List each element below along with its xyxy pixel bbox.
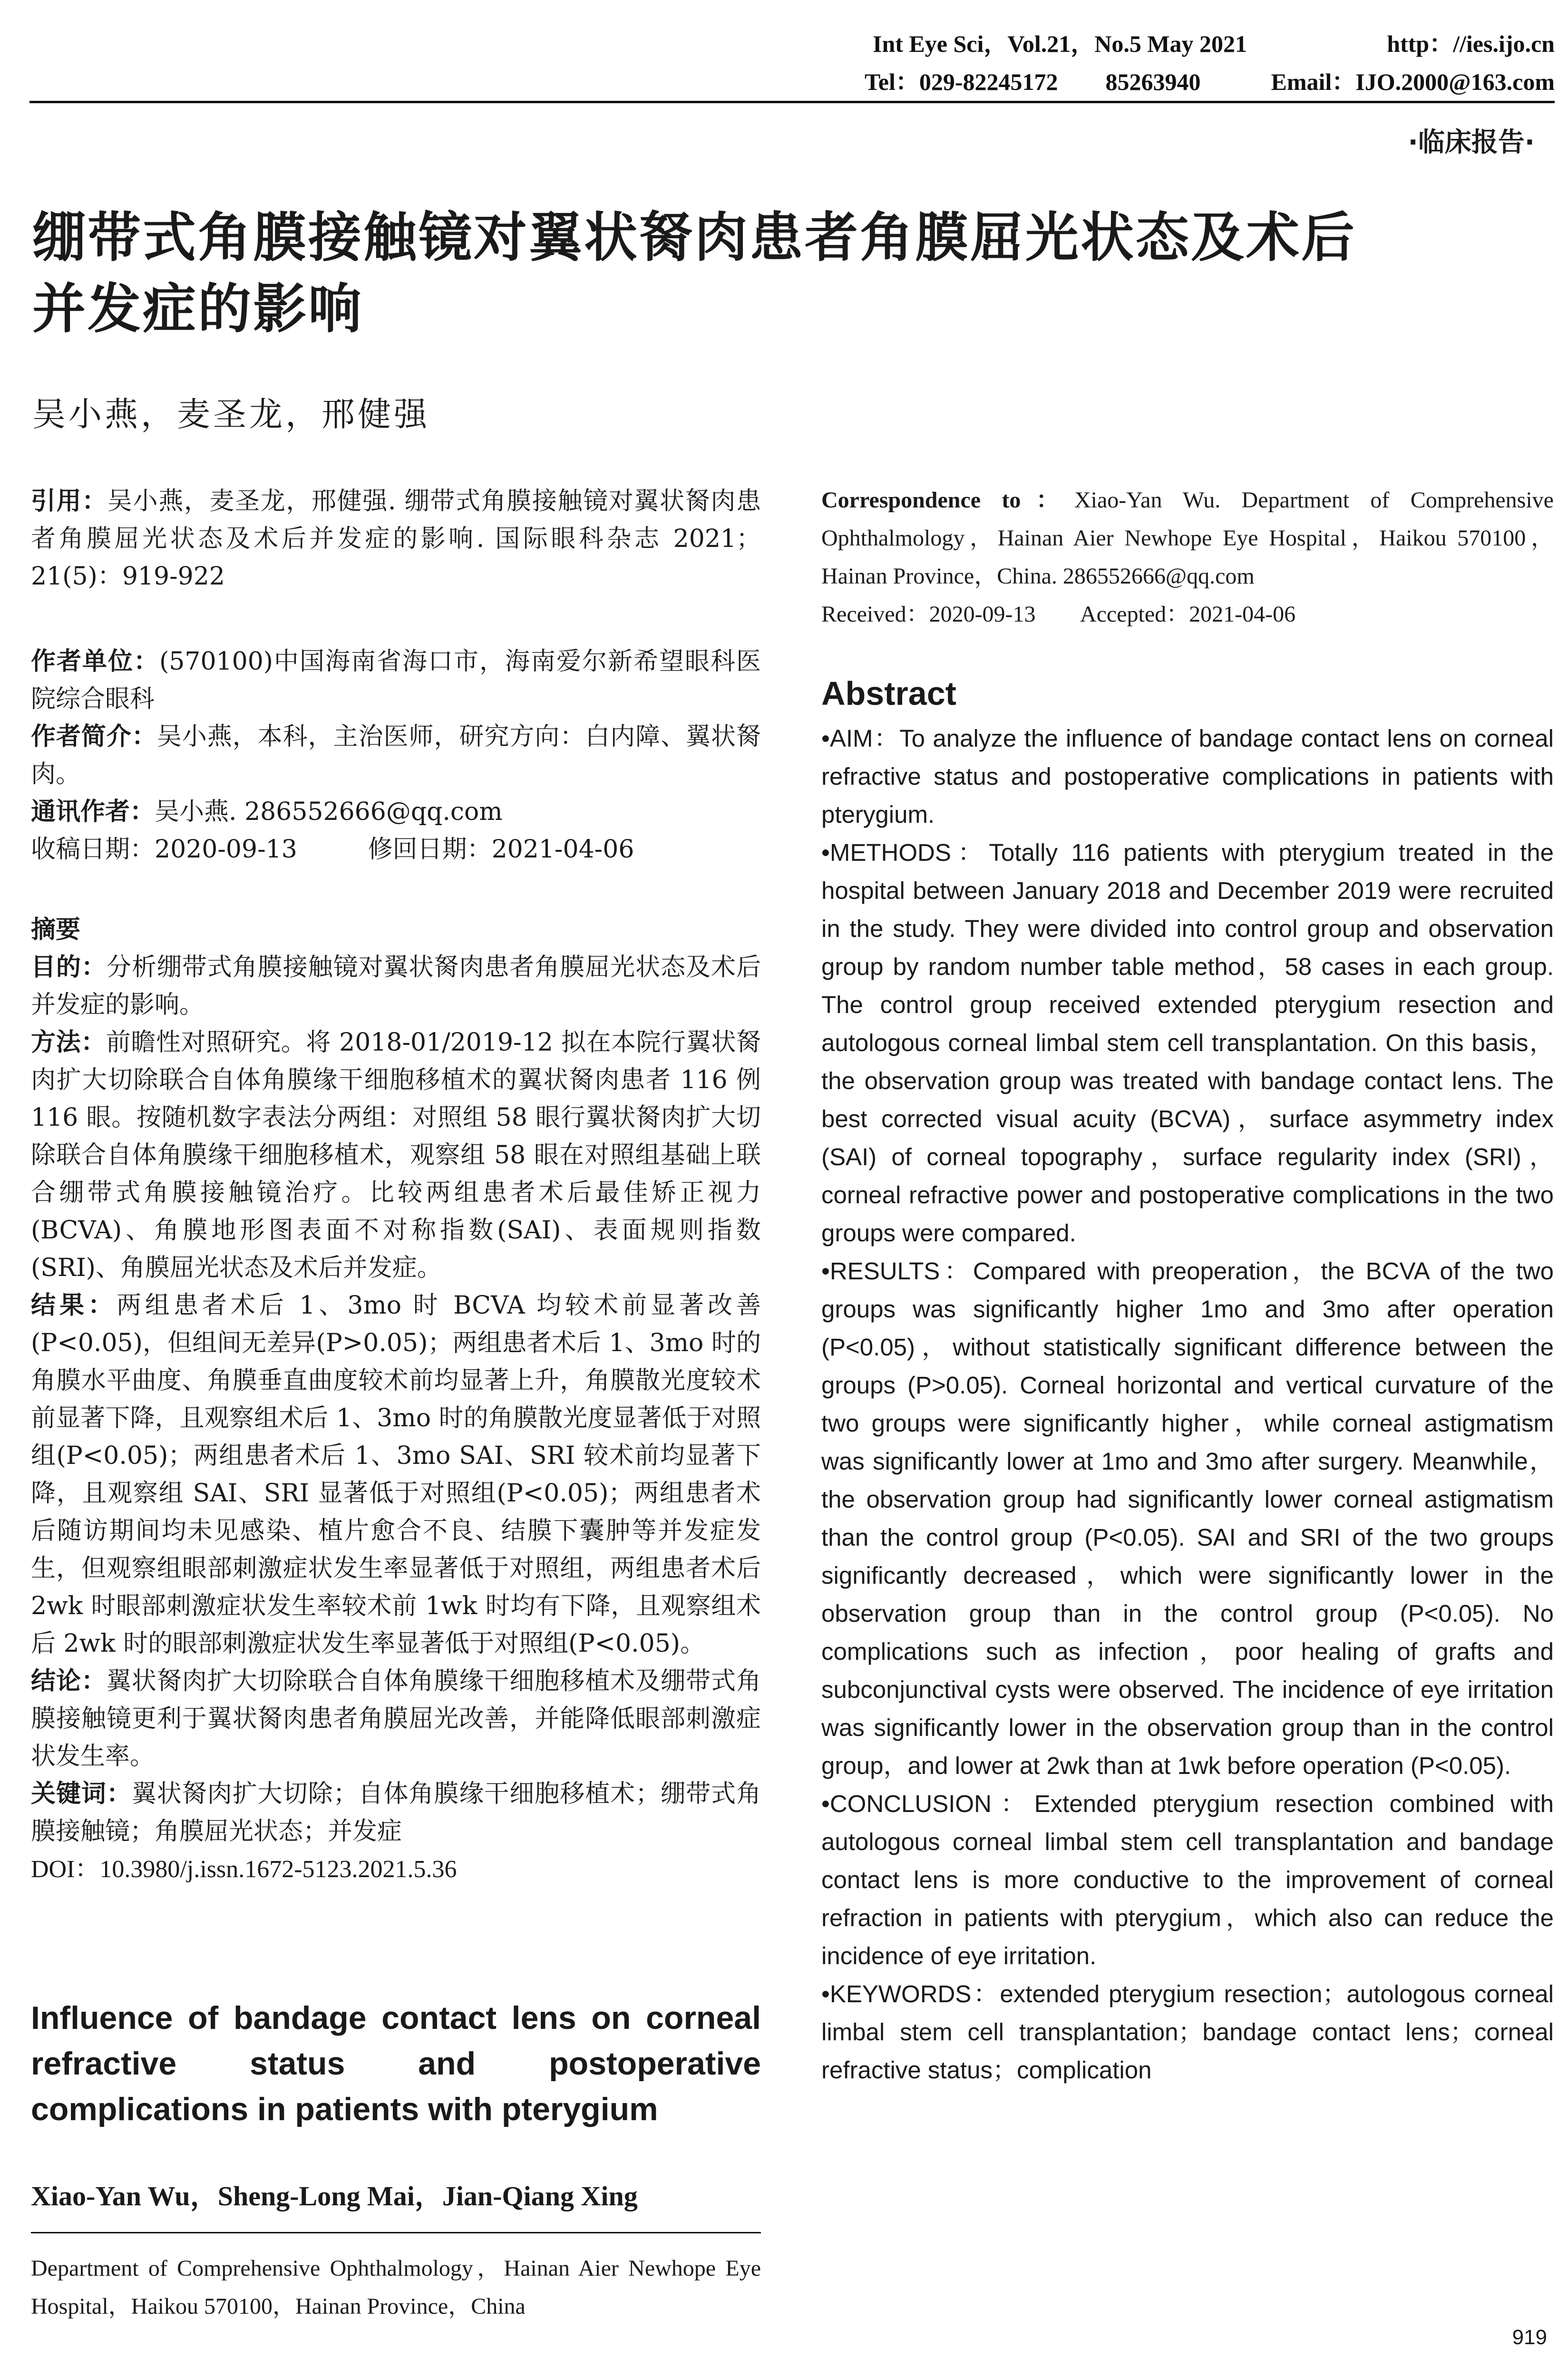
abstract-cn-aim [31,949,761,1024]
author-bio [31,718,761,793]
affiliation-rule [31,2232,761,2233]
abstract-en-conclusion [821,1785,1554,1975]
abstract-en-results [821,1252,1554,1785]
article-title-line-2: 并发症的影响 [32,278,363,340]
conclusion-label-cn: 结论： [31,1667,107,1695]
abstract-cn-results [31,1287,761,1663]
correspondence-text: Xiao-Yan Wu. Department of Comprehensive Ophthalmology，Hainan Aier Newhope Eye Hospital，Haikou 570100，Hainan Province，China. 286552666@qq.com [821,487,1554,589]
abstract-cn-heading: 摘要 [31,916,81,944]
aim-text-cn: 分析绷带式角膜接触镜对翼状胬肉患者角膜屈光状态及术后并发症的影响。 [31,953,761,1019]
english-title: Influence of bandage contact lens on corneal refractive status and postoperative complications in patients with pterygium [31,2000,761,2127]
keywords-label-en: •KEYWORDS： [821,1980,1000,2007]
methods-label-cn: 方法： [31,1028,106,1057]
abstract-cn-methods [31,1024,761,1287]
citation-text: 吴小燕，麦圣龙，邢健强. 绷带式角膜接触镜对翼状胬肉患者角膜屈光状态及术后并发症的影响. 国际眼科杂志 2021；21(5)：919-922 [31,487,761,591]
bio-label: 作者简介： [31,722,157,751]
article-title-line-1: 绷带式角膜接触镜对翼状胬肉患者角膜屈光状态及术后 [32,207,1356,269]
citation [31,483,761,595]
citation-label: 引用： [31,487,107,516]
affiliation-text: (570100)中国海南省海口市，海南爱尔新希望眼科医院综合眼科 [31,647,761,713]
results-label-cn: 结果： [31,1291,117,1320]
methods-text-en: Totally 116 patients with pterygium treated in the hospital between January 2018 and December 2019 were recruited in the study. They were divided into control group and observation group by random number table method，58 cases in each group. The control group received extended pterygium resection and autologous corneal limbal stem cell transplantation. On this basis，the observation group was treated with bandage contact lens. The best corrected visual acuity (BCVA)，surface asymmetry index (SAI) of corneal topography，surface regularity index (SRI)，corneal refractive power and postoperative complications in the two groups were compared. [821,839,1554,1247]
correspondence-block [821,481,1554,633]
results-text-en: Compared with preoperation，the BCVA of the two groups was significantly higher 1mo and 3mo after operation (P<0.05)，without statistically significant difference between the groups (P>0.05). Corneal horizontal and vertical curvature of the two groups were significantly higher，while corneal astigmatism was significantly lower at 1mo and 3mo after surgery. Meanwhile，the observation group had significantly lower corneal astigmatism than the control group (P<0.05). SAI and SRI of the two groups significantly decreased，which were significantly lower in the observation group than in the control group (P<0.05). No complications such as infection，poor healing of grafts and subconjunctival cysts were observed. The incidence of eye irritation was significantly lower in the observation group than in the control group，and lower at 2wk than at 1wk before operation (P<0.05). [821,1257,1554,1779]
english-authors: Xiao-Yan Wu，Sheng-Long Mai，Jian-Qiang Xing [31,2181,638,2211]
received-date-en: Received：2020-09-13 [821,602,1036,627]
journal-email[interactable]: Email：IJO.2000@163.com [1271,68,1555,95]
bio-text: 吴小燕，本科，主治医师，研究方向：白内障、翼状胬肉。 [31,722,761,789]
abstract-en [821,720,1554,2089]
dates-en [821,595,1554,633]
abstract-en-methods [821,834,1554,1252]
article-title [32,202,1356,345]
abstract-cn-conclusion [31,1663,761,1775]
corresponding-author [31,793,761,831]
results-label-en: •RESULTS： [821,1257,973,1285]
conclusion-text-cn: 翼状胬肉扩大切除联合自体角膜缘干细胞移植术及绷带式角膜接触镜更利于翼状胬肉患者角膜屈光改善，并能降低眼部刺激症状发生率。 [31,1667,761,1771]
correspondence-label: Correspondence to： [821,487,1074,513]
abstract-en-keywords [821,1975,1554,2089]
conclusion-text-en: Extended pterygium resection combined with autologous corneal limbal stem cell transplantation and bandage contact lens is more conductive to the improvement of corneal refraction in patients with pterygium，which also can reduce the incidence of eye irritation. [821,1790,1554,1969]
journal-issue: Int Eye Sci，Vol.21，No.5 May 2021 [873,30,1247,57]
journal-tel: Tel：029-82245172 85263940 [865,68,1201,95]
revised-date-cn: 修回日期：2021-04-06 [368,835,634,864]
section-label: ·临床报告· [1408,127,1535,158]
keywords-text-cn: 翼状胬肉扩大切除；自体角膜缘干细胞移植术；绷带式角膜接触镜；角膜屈光状态；并发症 [31,1780,761,1846]
keywords-text-en: extended pterygium resection；autologous corneal limbal stem cell transplantation；bandage contact lens；corneal refractive status；complication [821,1980,1554,2084]
aim-label-cn: 目的： [31,953,107,982]
header-rule [29,101,1555,103]
abstract-en-aim [821,720,1554,834]
methods-text-cn: 前瞻性对照研究。将 2018-01/2019-12 拟在本院行翼状胬肉扩大切除联合自体角膜缘干细胞移植术的翼状胬肉患者 116 例 116 眼。按随机数字表法分两组：对照组 58 眼行翼状胬肉扩大切除联合自体角膜缘干细胞移植术，观察组 58 眼在对照组基础上联合绷带式角膜接触镜治疗。比较两组患者术后最佳矫正视力(BCVA)、角膜地形图表面不对称指数(SAI)、表面规则指数(SRI)、角膜屈光状态及术后并发症。 [31,1028,761,1282]
received-date-cn: 收稿日期：2020-09-13 [31,835,297,864]
corr-text: 吴小燕. 286552666@qq.com [155,798,503,826]
methods-label-en: •METHODS： [821,839,989,866]
dates-cn [31,831,761,868]
aim-label-en: •AIM： [821,725,900,752]
corr-label: 通讯作者： [31,798,155,826]
results-text-cn: 两组患者术后 1、3mo 时 BCVA 均较术前显著改善(P<0.05)，但组间无差异(P>0.05)；两组患者术后 1、3mo 时的角膜水平曲度、角膜垂直曲度较术前均显著上升，角膜散光度较术前显著下降，且观察组术后 1、3mo 时的角膜散光度显著低于对照组(P<0.05)；两组患者术后 1、3mo SAI、SRI 较术前均显著下降，且观察组 SAI、SRI 显著低于对照组(P<0.05)；两组患者术后随访期间均未见感染、植片愈合不良、结膜下囊肿等并发症发生，但观察组眼部刺激症状发生率显著低于对照组，两组患者术后 2wk 时眼部刺激症状发生率较术前 1wk 时均有下降，且观察组术后 2wk 时的眼部刺激症状发生率显著低于对照组(P<0.05)。 [31,1291,761,1658]
left-column [31,483,761,1888]
keywords-label-cn: 关键词： [31,1780,132,1808]
affiliation-label: 作者单位： [31,647,159,676]
abstract-en-heading: Abstract [821,675,956,712]
english-affiliation: Department of Comprehensive Ophthalmology，Hainan Aier Newhope Eye Hospital，Haikou 570100，Hainan Province，China [31,2256,761,2319]
aim-text-en: To analyze the influence of bandage contact lens on corneal refractive status and postoperative complications in patients with pterygium. [821,725,1554,828]
accepted-date-en: Accepted：2021-04-06 [1080,602,1296,627]
correspondence [821,481,1554,595]
affiliation-cn [31,643,761,718]
journal-website[interactable]: http：//ies.ijo.cn [1387,30,1555,57]
doi[interactable]: DOI：10.3980/j.issn.1672-5123.2021.5.36 [31,1856,457,1883]
conclusion-label-en: •CONCLUSION： [821,1790,1034,1817]
abstract-cn-keywords [31,1775,761,1851]
authors-cn: 吴小燕，麦圣龙，邢健强 [32,395,430,434]
page-number: 919 [1512,2326,1547,2349]
